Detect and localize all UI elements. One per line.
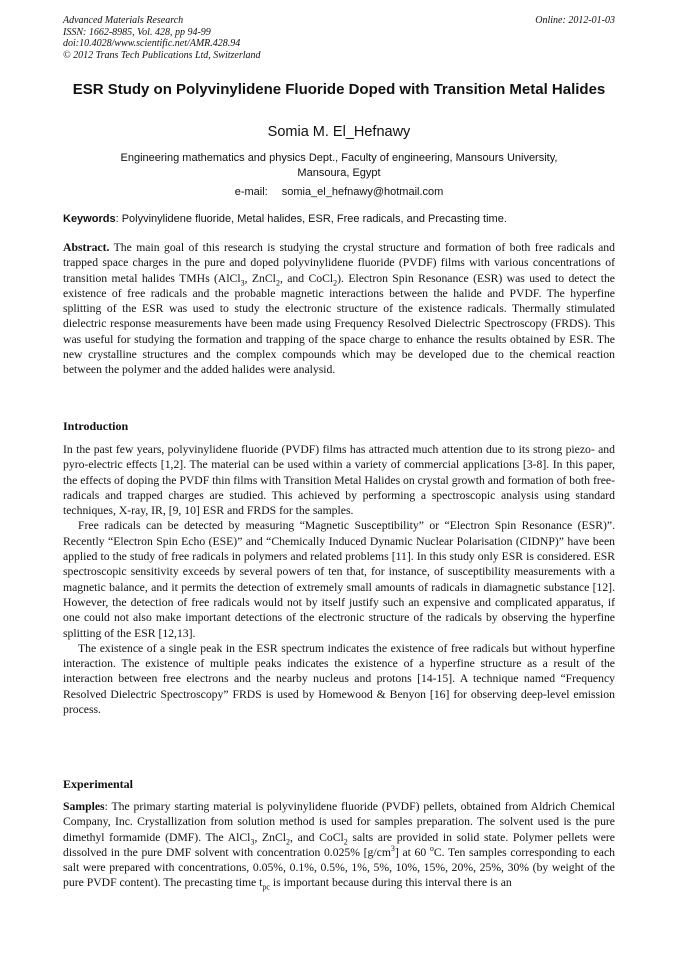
subscript: 2 — [286, 836, 291, 846]
samples-label: Samples — [63, 800, 105, 813]
keywords-label: Keywords — [63, 213, 116, 225]
subscript: 3 — [250, 836, 255, 846]
journal-name: Advanced Materials Research — [63, 15, 184, 26]
paper-title: ESR Study on Polyvinylidene Fluoride Doped with Transition Metal Halides — [72, 81, 606, 98]
abstract-text-4: ). Electron Spin Resonance (ESR) was used to detect the existence of free radicals and the probable magnetic interactions between the halide and PVDF. The hyperfine splitting of the ESR was used to study the electronic structure of the existence radicals. Thermally stimulated dielectric response measurements have been made using Frequency Resolved Dielectric Spectroscopy (FRDS). This was useful for studying the formation and trapping of the space charge to enhance the results obtained by ESR. The new crystalline structures and the complex compounds which may be developed due to the chemical reaction between the polymer and the added halides were analysid. — [63, 271, 615, 377]
introduction-body — [63, 442, 615, 717]
intro-paragraph-2: Free radicals can be detected by measuring “Magnetic Susceptibility” or “Electron Spin Resonance (ESR)”. Recently “Electron Spin Echo (ESE)” and “Chemically Induced Dynamic Nuclear Polarisation (CIDNP)” have been applied to the study of free radicals in polymers and related problems [11]. In this study only ESR is considered. ESR spectroscopic sensitivity exceeds by several powers of ten that, for instance, of susceptibility measurements with a magnetic balance, and it permits the detection of extremely small amounts of radicals in diamagnetic substance [12]. However, the detection of free radicals would not by itself justify such an expensive and complicated apparatus, if one could not also make important detections of the electronic structure of the radicals by observing the hyperfine splitting of the ESR [12,13]. — [63, 519, 615, 640]
abstract-paragraph — [63, 240, 615, 378]
samples-paragraph — [63, 799, 615, 891]
samples-text-5: ] at 60 — [394, 845, 430, 859]
keywords — [63, 213, 615, 225]
author-name: Somia M. El_Hefnawy — [267, 124, 411, 140]
email-label: e-mail: — [234, 186, 268, 198]
abstract-text-2: , ZnCl — [244, 271, 276, 285]
issn-line: ISSN: 1662-8985, Vol. 428, pp 94-99 — [63, 26, 211, 38]
keywords-text: : Polyvinylidene fluoride, Metal halides, ESR, Free radicals, and Precasting time. — [115, 213, 507, 225]
samples-text-1: : The primary starting material is polyvinylidene fluoride (PVDF) pellets, obtained from Aldrich Chemical Company, Inc. Crystallization from solution method is used for samples preparation. The solvent used is the pure dimethyl formamide (DMF). The AlCl — [63, 800, 615, 844]
superscript: 3 — [390, 844, 395, 853]
samples-text-7: is important because during this interval there is an — [269, 876, 512, 890]
samples-text-2: , ZnCl — [254, 830, 287, 844]
copyright-line: © 2012 Trans Tech Publications Ltd, Switzerland — [63, 49, 261, 61]
introduction-heading: Introduction — [63, 419, 129, 433]
affiliation-line-2: Mansoura, Egypt — [297, 166, 381, 179]
doi-line: doi:10.4028/www.scientific.net/AMR.428.94 — [63, 38, 241, 49]
subscript: 2 — [275, 277, 280, 287]
experimental-body — [63, 799, 615, 891]
journal-header — [63, 15, 615, 61]
abstract — [63, 240, 615, 378]
abstract-text-3: , and CoCl — [279, 271, 334, 285]
samples-text-3: , and CoCl — [290, 830, 344, 844]
samples-text-4: salts are provided in solid state. Polymer pellets were dissolved in the pure DMF solvent with concentration 0.025% [g/cm — [63, 830, 615, 859]
email-line — [63, 186, 615, 198]
subscript: 3 — [240, 277, 245, 287]
affiliation-line-1: Engineering mathematics and physics Dept., Faculty of engineering, Mansours University, — [120, 152, 558, 164]
degree-superscript: o — [429, 844, 434, 853]
intro-paragraph-1: In the past few years, polyvinylidene fluoride (PVDF) films has attracted much attention due to its strong piezo- and pyro-electric effects [1,2]. The material can be used within a variety of commercial applications [3-8]. In this paper, the effects of doping the PVDF thin films with Transition Metal Halides on crystal growth and formation of both free-radicals and trapped charges are studied. This achieved by performing a spectroscopic analysis using standard techniques, X-ray, IR, [9, 10] ESR and FRDS for the samples. — [63, 443, 615, 518]
subscript: pc — [262, 882, 270, 892]
online-date: Online: 2012-01-03 — [535, 15, 615, 26]
subscript: 2 — [343, 836, 348, 846]
email-address: somia_el_hefnawy@hotmail.com — [281, 186, 444, 198]
abstract-text-1: The main goal of this research is studying the crystal structure and formation of both free radicals and trapped space charges in the pure and doped polyvinylidene fluoride (PVDF) films with various concentrations of transition metal halides TMHs (AlCl — [63, 241, 615, 285]
abstract-label: Abstract. — [63, 241, 110, 254]
samples-text-6: C. Ten samples corresponding to each salt were prepared with concentrations, 0.05%, 0.1%, 0.5%, 1%, 5%, 10%, 15%, 20%, 25%, 30% (by weight of the pure PVDF content). The precasting time t — [63, 845, 616, 890]
affiliation — [63, 151, 615, 180]
subscript: 2 — [333, 277, 338, 287]
intro-paragraph-3: The existence of a single peak in the ESR spectrum indicates the existence of free radicals but without hyperfine interaction. The existence of multiple peaks indicates the existence of a hyperfine structure as a result of the interaction between free electrons and the nearby nucleus and protons [14-15]. A technique named “Frequency Resolved Dielectric Spectroscopy” FRDS is used by Homewood & Benyon [16] for observing deep-level emission process. — [63, 641, 615, 717]
experimental-heading: Experimental — [63, 777, 133, 791]
